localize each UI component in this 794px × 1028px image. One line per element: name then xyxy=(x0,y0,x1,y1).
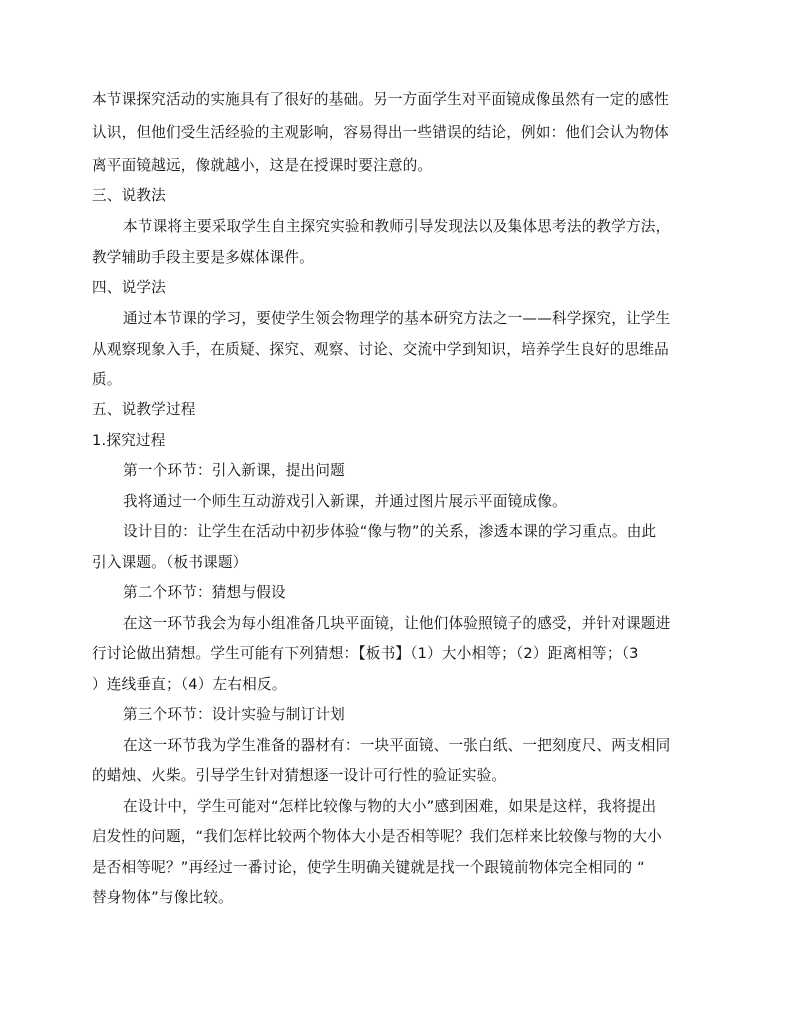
text-line: 在这一环节我为学生准备的器材有：一块平面镜、一张白纸、一把刻度尺、两支相同 xyxy=(123,737,671,754)
text-line: 在设计中，学生可能对“怎样比较像与物的大小”感到困难，如果是这样，我将提出 xyxy=(123,798,657,815)
text-line: 替身物体”与像比较。 xyxy=(92,889,233,906)
text-line: 本节课将主要采取学生自主探究实验和教师引导发现法以及集体思考法的教学方法， xyxy=(123,218,671,235)
text-line: 从观察现象入手，在质疑、探究、观察、讨论、交流中学到知识，培养学生良好的思维品 xyxy=(92,341,669,358)
section-heading: 五、说教学过程 xyxy=(92,401,196,418)
text-line: 质。 xyxy=(92,371,122,388)
text-line: 通过本节课的学习，要使学生领会物理学的基本研究方法之一——科学探究，让学生 xyxy=(123,310,671,327)
section-heading: 四、说学法 xyxy=(92,279,166,296)
text-line: 我将通过一个师生互动游戏引入新课，并通过图片展示平面镜成像。 xyxy=(123,493,567,510)
step-heading: 第三个环节：设计实验与制订计划 xyxy=(123,706,345,723)
text-line: 教学辅助手段主要是多媒体课件。 xyxy=(92,249,314,266)
step-heading: 第一个环节：引入新课，提出问题 xyxy=(123,462,345,479)
text-line: 是否相等呢？”再经过一番讨论，使学生明确关键就是找一个跟镜前物体完全相同的 “ xyxy=(92,859,645,876)
subsection-heading: 1.探究过程 xyxy=(92,432,166,449)
text-line: 在这一环节我会为每小组准备几块平面镜，让他们体验照镜子的感受，并针对课题进 xyxy=(123,615,671,632)
step-heading: 第二个环节：猜想与假设 xyxy=(123,584,286,601)
text-line: 认识，但他们受生活经验的主观影响，容易得出一些错误的结论，例如：他们会认为物体 xyxy=(92,124,669,141)
text-line: 的蜡烛、火柴。引导学生针对猜想逐一设计可行性的验证实验。 xyxy=(92,767,507,784)
text-line: 引入课题。（板书课题） xyxy=(92,554,248,571)
text-line: 行讨论做出猜想。学生可能有下列猜想：【板书】（1）大小相等；（2）距离相等；（3 xyxy=(92,645,639,662)
text-line: 启发性的问题，“我们怎样比较两个物体大小是否相等呢？我们怎样来比较像与物的大小 xyxy=(92,828,662,845)
text-line: ）连线垂直；（4）左右相反。 xyxy=(92,676,287,693)
text-line: 设计目的：让学生在活动中初步体验“像与物”的关系，渗透本课的学习重点。由此 xyxy=(123,523,657,540)
text-line: 本节课探究活动的实施具有了很好的基础。另一方面学生对平面镜成像虽然有一定的感性 xyxy=(92,91,669,108)
text-line: 离平面镜越远，像就越小，这是在授课时要注意的。 xyxy=(92,157,433,174)
section-heading: 三、说教法 xyxy=(92,187,166,204)
